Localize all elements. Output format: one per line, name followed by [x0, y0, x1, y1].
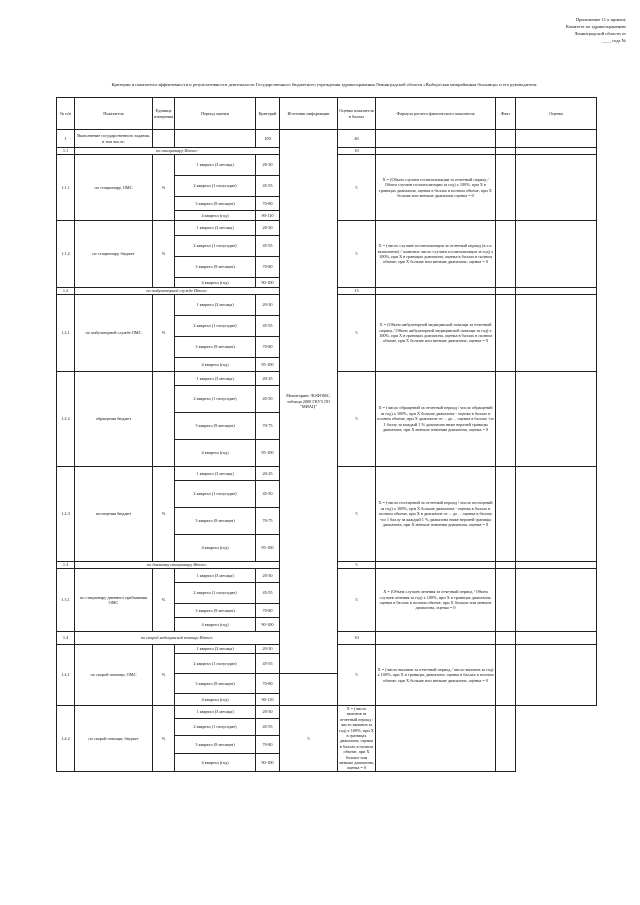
period-q3: 3 квартал (9 месяцев)	[175, 735, 256, 753]
row-indicator: по амбулаторной службе ОМС	[75, 295, 153, 372]
row-num: 1.4.2	[57, 706, 75, 772]
row-indicator: обращения бюджет	[75, 372, 153, 467]
section-title: по дневному стационару Итого:	[75, 562, 280, 569]
row-points: 5	[338, 155, 376, 221]
row-points: 10	[338, 632, 376, 645]
approval-block	[506, 16, 626, 44]
row-criterion: 100	[256, 130, 280, 148]
row-num: 1.1.2	[57, 221, 75, 288]
period-q1: 1 квартал (3 месяца)	[175, 706, 256, 719]
period-q2: 2 квартал (1 полугодие)	[175, 481, 256, 508]
row-criterion: 70-80	[256, 604, 280, 618]
header-period: Период оценки	[175, 98, 256, 130]
row-points: 40	[338, 130, 376, 148]
row-formula: Х = (Объем амбулаторной медицинской помощи за отчетный период / Объем амбулаторной медицинской помощи за год) х 100%, при Х в границах диапазона, оценка в баллах в полном объеме, при Х больше или меньше диапазона, оценка = 0	[376, 295, 496, 372]
header-source: Источник информации	[280, 98, 338, 130]
row-unit: %	[153, 467, 175, 562]
row-criterion: 70-75	[256, 508, 280, 535]
row-num: 1.3	[57, 562, 75, 569]
header-fact: Факт	[496, 98, 516, 130]
period-q3: 3 квартал (9 месяцев)	[175, 257, 256, 278]
section-title: по скорой медицинской помощи Итого:	[75, 632, 280, 645]
period-q1: 1 квартал (3 месяца)	[175, 295, 256, 316]
row-formula: Х = (число обращений за отчетный период / число обращений за год) х 100%, при Х больше диапазона - оценка в баллах в полном объеме, при Х диапазоне от ... до ... оценка в баллах -по 1 баллу за каждый 1 % диапазона ниже верхней границы диапазона, при Х меньше значения диапазона, оценка = 0	[376, 372, 496, 467]
row-unit: %	[153, 155, 175, 221]
header-num: № п/п	[57, 98, 75, 130]
period-q1: 1 квартал (3 месяца)	[175, 569, 256, 583]
approval-line: Приложение 11 к приказу	[575, 17, 626, 22]
row-points: 5	[338, 295, 376, 372]
section-title: по стационару Итого:	[75, 148, 280, 155]
row-num: 1.1	[57, 148, 75, 155]
period-q2: 2 квартал (1 полугодие)	[175, 583, 256, 604]
row-formula: Х = (число вызовов за отчетный период / число вызовов за год) х 100%, при Х в границах диапазона, оценка в баллах в полном объеме, при Х больше или меньше диапазона, оценка = 0	[339, 706, 374, 771]
row-formula: Х = (число случаев госпитализации за отчетный период (в т.ч. выполнено) / плановое число случаев госпитализации за год) х 100%, при Х в границах диапазона, оценка в баллах в полном объеме, при Х больше или меньше диапазона, оценка = 0	[376, 221, 496, 288]
period-q2: 2 квартал (1 полугодие)	[175, 176, 256, 197]
row-indicator: Выполнение государственного задания, в том числе:	[75, 130, 153, 148]
row-criterion: 45-55	[256, 316, 280, 337]
row-criterion: 45-50	[256, 481, 280, 508]
period-q3: 3 квартал (9 месяцев)	[175, 674, 256, 694]
row-indicator: по стационару, бюджет	[75, 221, 153, 288]
period-q1: 1 квартал (3 месяца)	[175, 221, 256, 236]
row-criterion: 20-30	[256, 155, 280, 176]
row-criterion: 45-55	[256, 583, 280, 604]
row-criterion: 90-100	[256, 618, 280, 632]
period-q4: 4 квартал (год)	[175, 358, 256, 372]
row-num: 1.4.1	[57, 645, 75, 706]
row-criterion: 95-100	[256, 535, 280, 562]
row-indicator: по скорой помощи, бюджет	[75, 706, 153, 772]
row-criterion: 20-25	[256, 467, 280, 481]
period-q3: 3 квартал (9 месяцев)	[175, 413, 256, 440]
row-criterion: 45-55	[256, 176, 280, 197]
row-formula: Х = (число посещений за отчетный период / число посещений за год) х 100%, при Х больше диапазона - оценка в баллах в полном объеме, при Х в диапазоне от ... до ... оценка в баллах -по 1 баллу за каждый 1 % диапазона ниже верхней границы диапазона, при Х меньше значения диапазона, оценка = 0	[376, 467, 496, 562]
header-points: Оценка показателя в баллах	[338, 98, 376, 130]
row-points: 5	[338, 372, 376, 467]
period-q2: 2 квартал (1 полугодие)	[175, 386, 256, 413]
row-criterion: 90-110	[256, 211, 280, 221]
row-points: 15	[338, 288, 376, 295]
row-num: 1.2.2	[57, 372, 75, 467]
row-indicator: по скорой помощи, ОМС	[75, 645, 153, 706]
header-indicator: Показатель	[75, 98, 153, 130]
period-q4: 4 квартал (год)	[175, 535, 256, 562]
row-num: 1	[57, 130, 75, 148]
row-points: 5	[338, 645, 376, 706]
row-criterion: 45-55	[256, 718, 280, 735]
row-criterion: 20-30	[256, 221, 280, 236]
row-criterion: 45-55	[256, 236, 280, 257]
table-row	[57, 706, 597, 719]
row-criterion: 70-80	[256, 197, 280, 211]
period-q4: 4 квартал (год)	[175, 694, 256, 706]
row-unit: %	[153, 569, 175, 632]
row-points: 5	[338, 569, 376, 632]
period-q4: 4 квартал (год)	[175, 753, 256, 771]
row-criterion: 20-30	[256, 569, 280, 583]
row-points: 5	[338, 562, 376, 569]
criteria-table	[56, 97, 597, 772]
row-unit: %	[153, 295, 175, 372]
row-criterion: 90-100	[256, 278, 280, 288]
row-indicator: по стационару, ОМС	[75, 155, 153, 221]
row-criterion: 70-80	[256, 735, 280, 753]
period-q1: 1 квартал (3 месяца)	[175, 372, 256, 386]
row-criterion: 20-25	[256, 372, 280, 386]
row-num: 1.3.1	[57, 569, 75, 632]
row-formula: Х = (число вызовов за отчетный период / число вызовов за год) х 100%, при Х в границах диапазона, оценка в баллах в полном объеме, при Х больше или меньше диапазона, оценка = 0	[376, 645, 496, 706]
period-q1: 1 квартал (3 месяца)	[175, 155, 256, 176]
row-unit	[153, 372, 175, 467]
row-criterion: 70-80	[256, 257, 280, 278]
row-num: 1.2.1	[57, 295, 75, 372]
row-num: 1.4	[57, 632, 75, 645]
row-num: 1.2.3	[57, 467, 75, 562]
period-q2: 2 квартал (1 полугодие)	[175, 316, 256, 337]
row-criterion: 45-55	[256, 654, 280, 674]
period-q4: 4 квартал (год)	[175, 618, 256, 632]
table-row	[57, 130, 597, 148]
row-points: 5	[280, 706, 338, 772]
period-q2: 2 квартал (1 полугодие)	[175, 236, 256, 257]
document-title: Критерии и показатели эффективности и результативности деятельности Государственного бюджетного учреждения здравоохранения Ленинградской области «Выборгская межрайонная больница» и его руководителя	[111, 82, 537, 87]
period-q1: 1 квартал (3 месяца)	[175, 467, 256, 481]
row-criterion: 70-80	[256, 674, 280, 694]
row-formula: Х = (Объем случаев лечения за отчетный период / Объем случаев лечения за год) х 100%, при Х в границах диапазона, оценка в баллах в полном объеме, при Х больше или меньше диапазона, оценка = 0	[376, 569, 496, 632]
row-unit: %	[153, 645, 175, 706]
period-q4: 4 квартал (год)	[175, 278, 256, 288]
row-criterion: 45-50	[256, 386, 280, 413]
approval-line: Ленинградской области от	[574, 31, 626, 36]
row-points: 5	[338, 221, 376, 288]
row-indicator: посещения бюджет	[75, 467, 153, 562]
period-q3: 3 квартал (9 месяцев)	[175, 337, 256, 358]
row-formula: Х = (Объем случаев госпитализации за отчетный период / Объем случаев госпитализации за год) х 100%, при Х в границах диапазона, оценка в баллах в полном объеме, при Х больше или меньше диапазона оценка = 0	[376, 155, 496, 221]
period-q1: 1 квартал (3 месяца)	[175, 645, 256, 654]
row-num: 1.2	[57, 288, 75, 295]
header-unit: Единица измерения	[153, 98, 175, 130]
section-title: по амбулаторной службе Итого:	[75, 288, 280, 295]
period-q2: 2 квартал (1 полугодие)	[175, 718, 256, 735]
period-q2: 2 квартал (1 полугодие)	[175, 654, 256, 674]
row-criterion: 95-100	[256, 358, 280, 372]
row-unit: %	[153, 221, 175, 288]
header-criterion: Критерий	[256, 98, 280, 130]
row-criterion: 20-30	[256, 295, 280, 316]
period-q3: 3 квартал (9 месяцев)	[175, 604, 256, 618]
row-points: 10	[338, 148, 376, 155]
header-assessment: Оценка	[516, 98, 597, 130]
row-indicator: по стационару дневного пребывания ОМС	[75, 569, 153, 632]
period-q4: 4 квартал (год)	[175, 211, 256, 221]
row-num: 1.1.1	[57, 155, 75, 221]
period-q3: 3 квартал (9 месяцев)	[175, 508, 256, 535]
row-criterion: 70-75	[256, 413, 280, 440]
row-criterion: 70-80	[256, 337, 280, 358]
row-criterion: 20-30	[256, 645, 280, 654]
source-cell: Мониторинг ЛОФОМС, таблица 2000 ГКУЗ ЛО "МИАЦ"	[280, 130, 338, 674]
row-unit: %	[153, 706, 175, 772]
table-header-row	[57, 98, 597, 130]
row-points: 5	[338, 467, 376, 562]
period-q4: 4 квартал (год)	[175, 440, 256, 467]
approval-line: Комитета по здравоохранению	[565, 24, 626, 29]
approval-line: ____ года №	[601, 38, 626, 43]
header-formula: Формула расчета фактического показателя	[376, 98, 496, 130]
row-criterion: 20-30	[256, 706, 280, 719]
row-criterion: 90-110	[256, 694, 280, 706]
period-q3: 3 квартал (9 месяцев)	[175, 197, 256, 211]
row-criterion: 90-100	[256, 753, 280, 771]
row-criterion: 95-100	[256, 440, 280, 467]
